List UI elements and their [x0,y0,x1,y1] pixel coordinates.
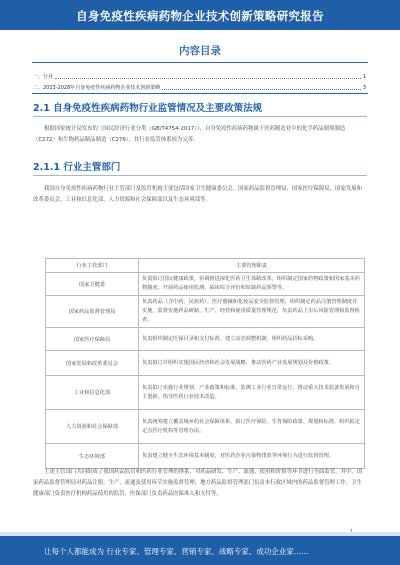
authority-duty: 负责药品（含中药、民族药）、医疗器械和化妆品安全监督管理，组织制定药品注册管理制度并实施，监督实施药品研制、生产、经营和使用质量管理规范，负责药品上市后风险管理和监督检查。 [139,296,365,328]
authority-duty: 负责统筹建立覆盖城乡的社会保障体系，拟订医疗保险、生育保险政策、规划和标准，组织拟定定点医疗机构等管理办法。 [139,410,365,444]
section-rule [33,116,367,117]
table-row [46,410,365,444]
section-title: 2.1 自身免疫性疾病药物行业监管情况及主要政策法规 [33,103,263,114]
table-header-row [46,259,365,273]
authority-name: 人力资源和社会保障部 [46,410,139,444]
intro-paragraph: 根据国家统计局发布的《国民经济行业分类（GB/T4754-2017）》，自身免疫性疾病药物属于医药制造业中的化学药品制剂制造（C272）和生物药品制品制造（C276），其行业监管体系较为完善。 [33,126,346,143]
subsection-rule [33,175,367,176]
authorities-paragraph: 我国自身免疫性疾病药物行业主管部门及监管机构主要包括国家卫生健康委员会、国家药品监督管理局、国家医疗保障局、国家发展和改革委员会、工业和信息化部、人力资源和社会保障部以及生态环境部等。 [33,186,363,203]
table-row [46,351,365,376]
toc-heading: 内容目录 [179,45,221,57]
closing-paragraph: 上述主管部门共同组成了我国药品监管和医药行业管理的体系，对药品研发、生产、流通、使用和价格等环节进行全面监管。其中，国家药品监督管理局对药品注册、生产、流通及使用环节实施监督管理，地方药品监督管理部门负责本行政区域内的药品监督管理工作。卫生健康部门负责医疗机构药品使用的监管，医保部门负责药品医保准入和支付等。 [33,469,363,497]
authority-name: 工业和信息化部 [46,376,139,410]
table-row [46,273,365,296]
toc-dot-leader [162,89,361,90]
subsection-title: 2.1.1 行业主管部门 [33,162,121,173]
authority-name: 国家医疗保障局 [46,328,139,351]
table-row [46,444,365,469]
toc-dot-leader [55,78,361,79]
authority-name: 生态环境部 [46,444,139,469]
authority-duty: 负责拟订实施行业规划、产业政策和标准，监测工业行业日常运行，推动重大技术装备发展和自主创新，指导医药行业技术改造。 [139,376,365,410]
toc-item-page: 1 [362,74,366,80]
toc-item[interactable] [33,73,366,80]
table-row [46,376,365,410]
toc-item-label: 一、行业 [33,74,54,80]
authority-duty: 负责拟订并组织实施国民经济和社会发展战略，推动医药产业发展规划及价格政策。 [139,351,365,376]
toc-item-label: 二、2023-2028年自身免疫性疾病药物企业技术创新策略 [33,85,161,91]
authority-duty: 负责建立健全生态环境基本制度，对医药企业污染物排放等环境行为进行监督管理。 [139,444,365,469]
footer-slogan: 让每个人都能成为 行业专家、管理专家、营销专家、战略专家、成功企业家...... [44,547,309,556]
toc-item-page: 3 [362,85,366,91]
authority-duty: 负责拟订国民健康政策，协调推进深化医药卫生体制改革，组织制定国家药物政策和国家基本药物制度，开展药品使用监测、临床综合评价和短缺药品预警等。 [139,273,365,296]
report-title: 自身免疫性疾病药物企业技术创新策略研究报告 [76,9,324,23]
authority-name: 国家药品监督管理局 [46,296,139,328]
table-row [46,328,365,351]
authority-name: 国家发展和改革委员会 [46,351,139,376]
toc-top-rule [32,62,368,63]
table-row [46,296,365,328]
toc-bottom-rule [32,93,368,94]
table-header-cell: 主要管理职责 [139,259,365,273]
authority-duty: 负责组织制定医保目录和支付标准，建立动态调整机制，组织药品招标采购。 [139,328,365,351]
table-header-cell: 行业主管部门 [46,259,139,273]
authorities-table [45,258,365,469]
toc-item[interactable] [33,84,366,91]
authority-name: 国家卫健委 [46,273,139,296]
